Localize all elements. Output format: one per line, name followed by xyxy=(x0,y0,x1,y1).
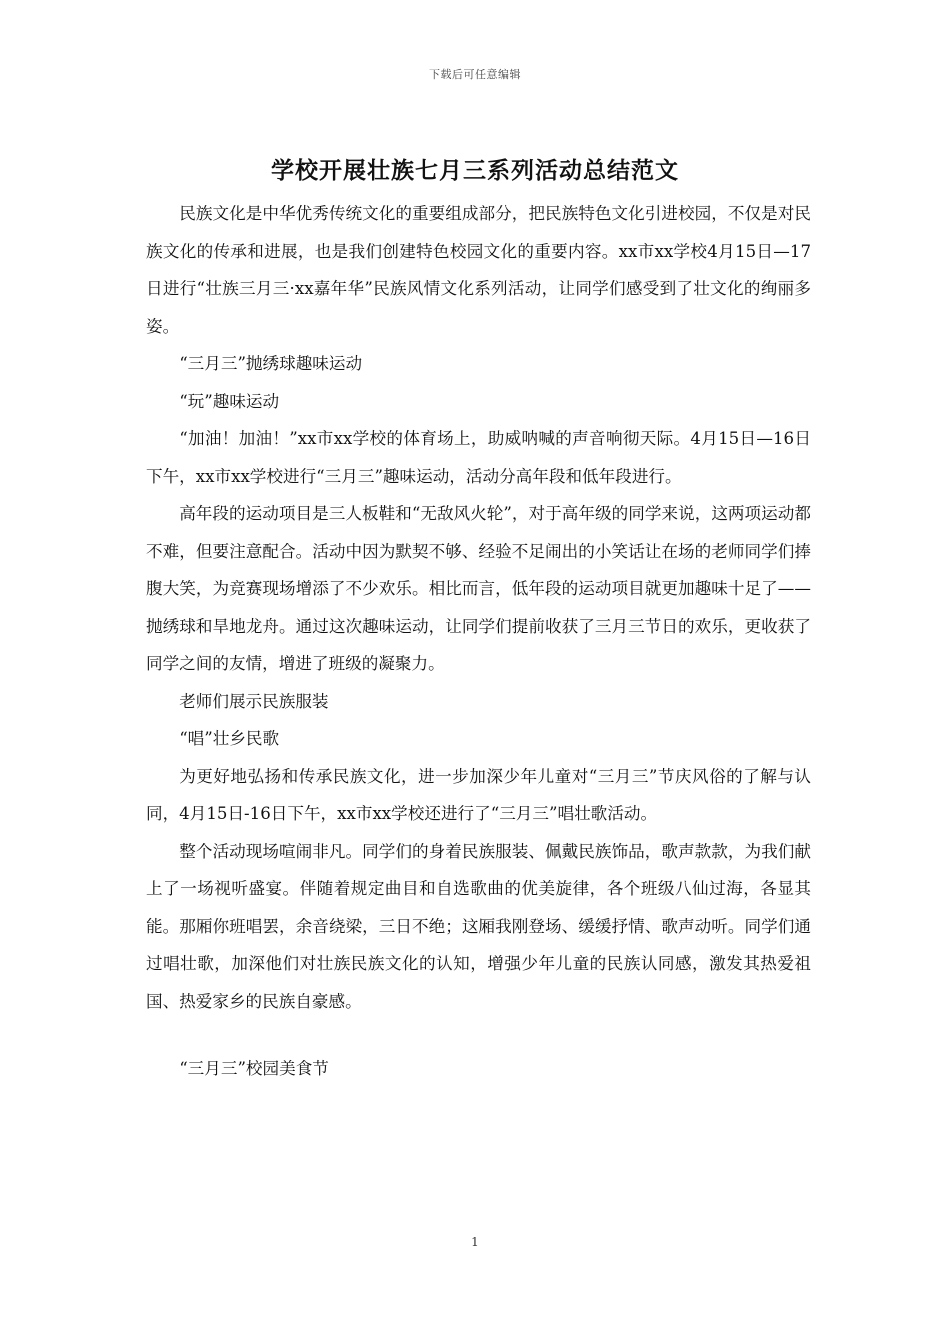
header-note: 下载后可任意编辑 xyxy=(429,68,521,81)
subheading-fun-sports: “玩”趣味运动 xyxy=(179,391,280,411)
paragraph-singing-scene: 整个活动现场喧闹非凡。同学们的身着民族服装、佩戴民族饰品，歌声款款，为我们献上了一场视听盛宴。伴随着规定曲目和自选歌曲的优美旋律，各个班级八仙过海，各显其能。那厢你班唱罢，余音绕梁，三日不绝；这厢我刚登场、缓缓抒情、歌声动听。同学们通过唱壮歌，加深他们对壮族民族文化的认知，增强少年儿童的民族认同感，激发其热爱祖国、热爱家乡的民族自豪感。 xyxy=(146,841,811,1011)
caption-teachers-costumes: 老师们展示民族服装 xyxy=(179,691,329,711)
page-number: 1 xyxy=(471,1235,479,1249)
document-body xyxy=(146,195,811,1088)
document-title: 学校开展壮族七月三系列活动总结范文 xyxy=(271,158,679,184)
paragraph-singing-activity: 为更好地弘扬和传承民族文化，进一步加深少年儿童对“三月三”节庆风俗的了解与认同，4月15日-16日下午，xx市xx学校还进行了“三月三”唱壮歌活动。 xyxy=(146,766,811,823)
section-heading-embroidered-ball: “三月三”抛绣球趣味运动 xyxy=(179,354,363,373)
section-heading-food-festival: “三月三”校园美食节 xyxy=(179,1059,329,1078)
subheading-folk-songs: “唱”壮乡民歌 xyxy=(179,729,280,748)
paragraph-sports-day: “加油！加油！”xx市xx学校的体育场上，助威呐喊的声音响彻天际。4月15日—16日下午，xx市xx学校进行“三月三”趣味运动，活动分高年段和低年段进行。 xyxy=(146,429,811,486)
paragraph-sports-events: 高年段的运动项目是三人板鞋和“无敌风火轮”，对于高年级的同学来说，这两项运动都不难，但要注意配合。活动中因为默契不够、经验不足闹出的小笑话让在场的老师同学们捧腹大笑，为竞赛现场增添了不少欢乐。相比而言，低年段的运动项目就更加趣味十足了——抛绣球和旱地龙舟。通过这次趣味运动，让同学们提前收获了三月三节日的欢乐，更收获了同学之间的友情，增进了班级的凝聚力。 xyxy=(146,504,811,673)
paragraph-intro: 民族文化是中华优秀传统文化的重要组成部分，把民族特色文化引进校园，不仅是对民族文化的传承和进展，也是我们创建特色校园文化的重要内容。xx市xx学校4月15日—17日进行“壮族三月三·xx嘉年华”民族风情文化系列活动，让同学们感受到了壮文化的绚丽多姿。 xyxy=(146,204,811,336)
